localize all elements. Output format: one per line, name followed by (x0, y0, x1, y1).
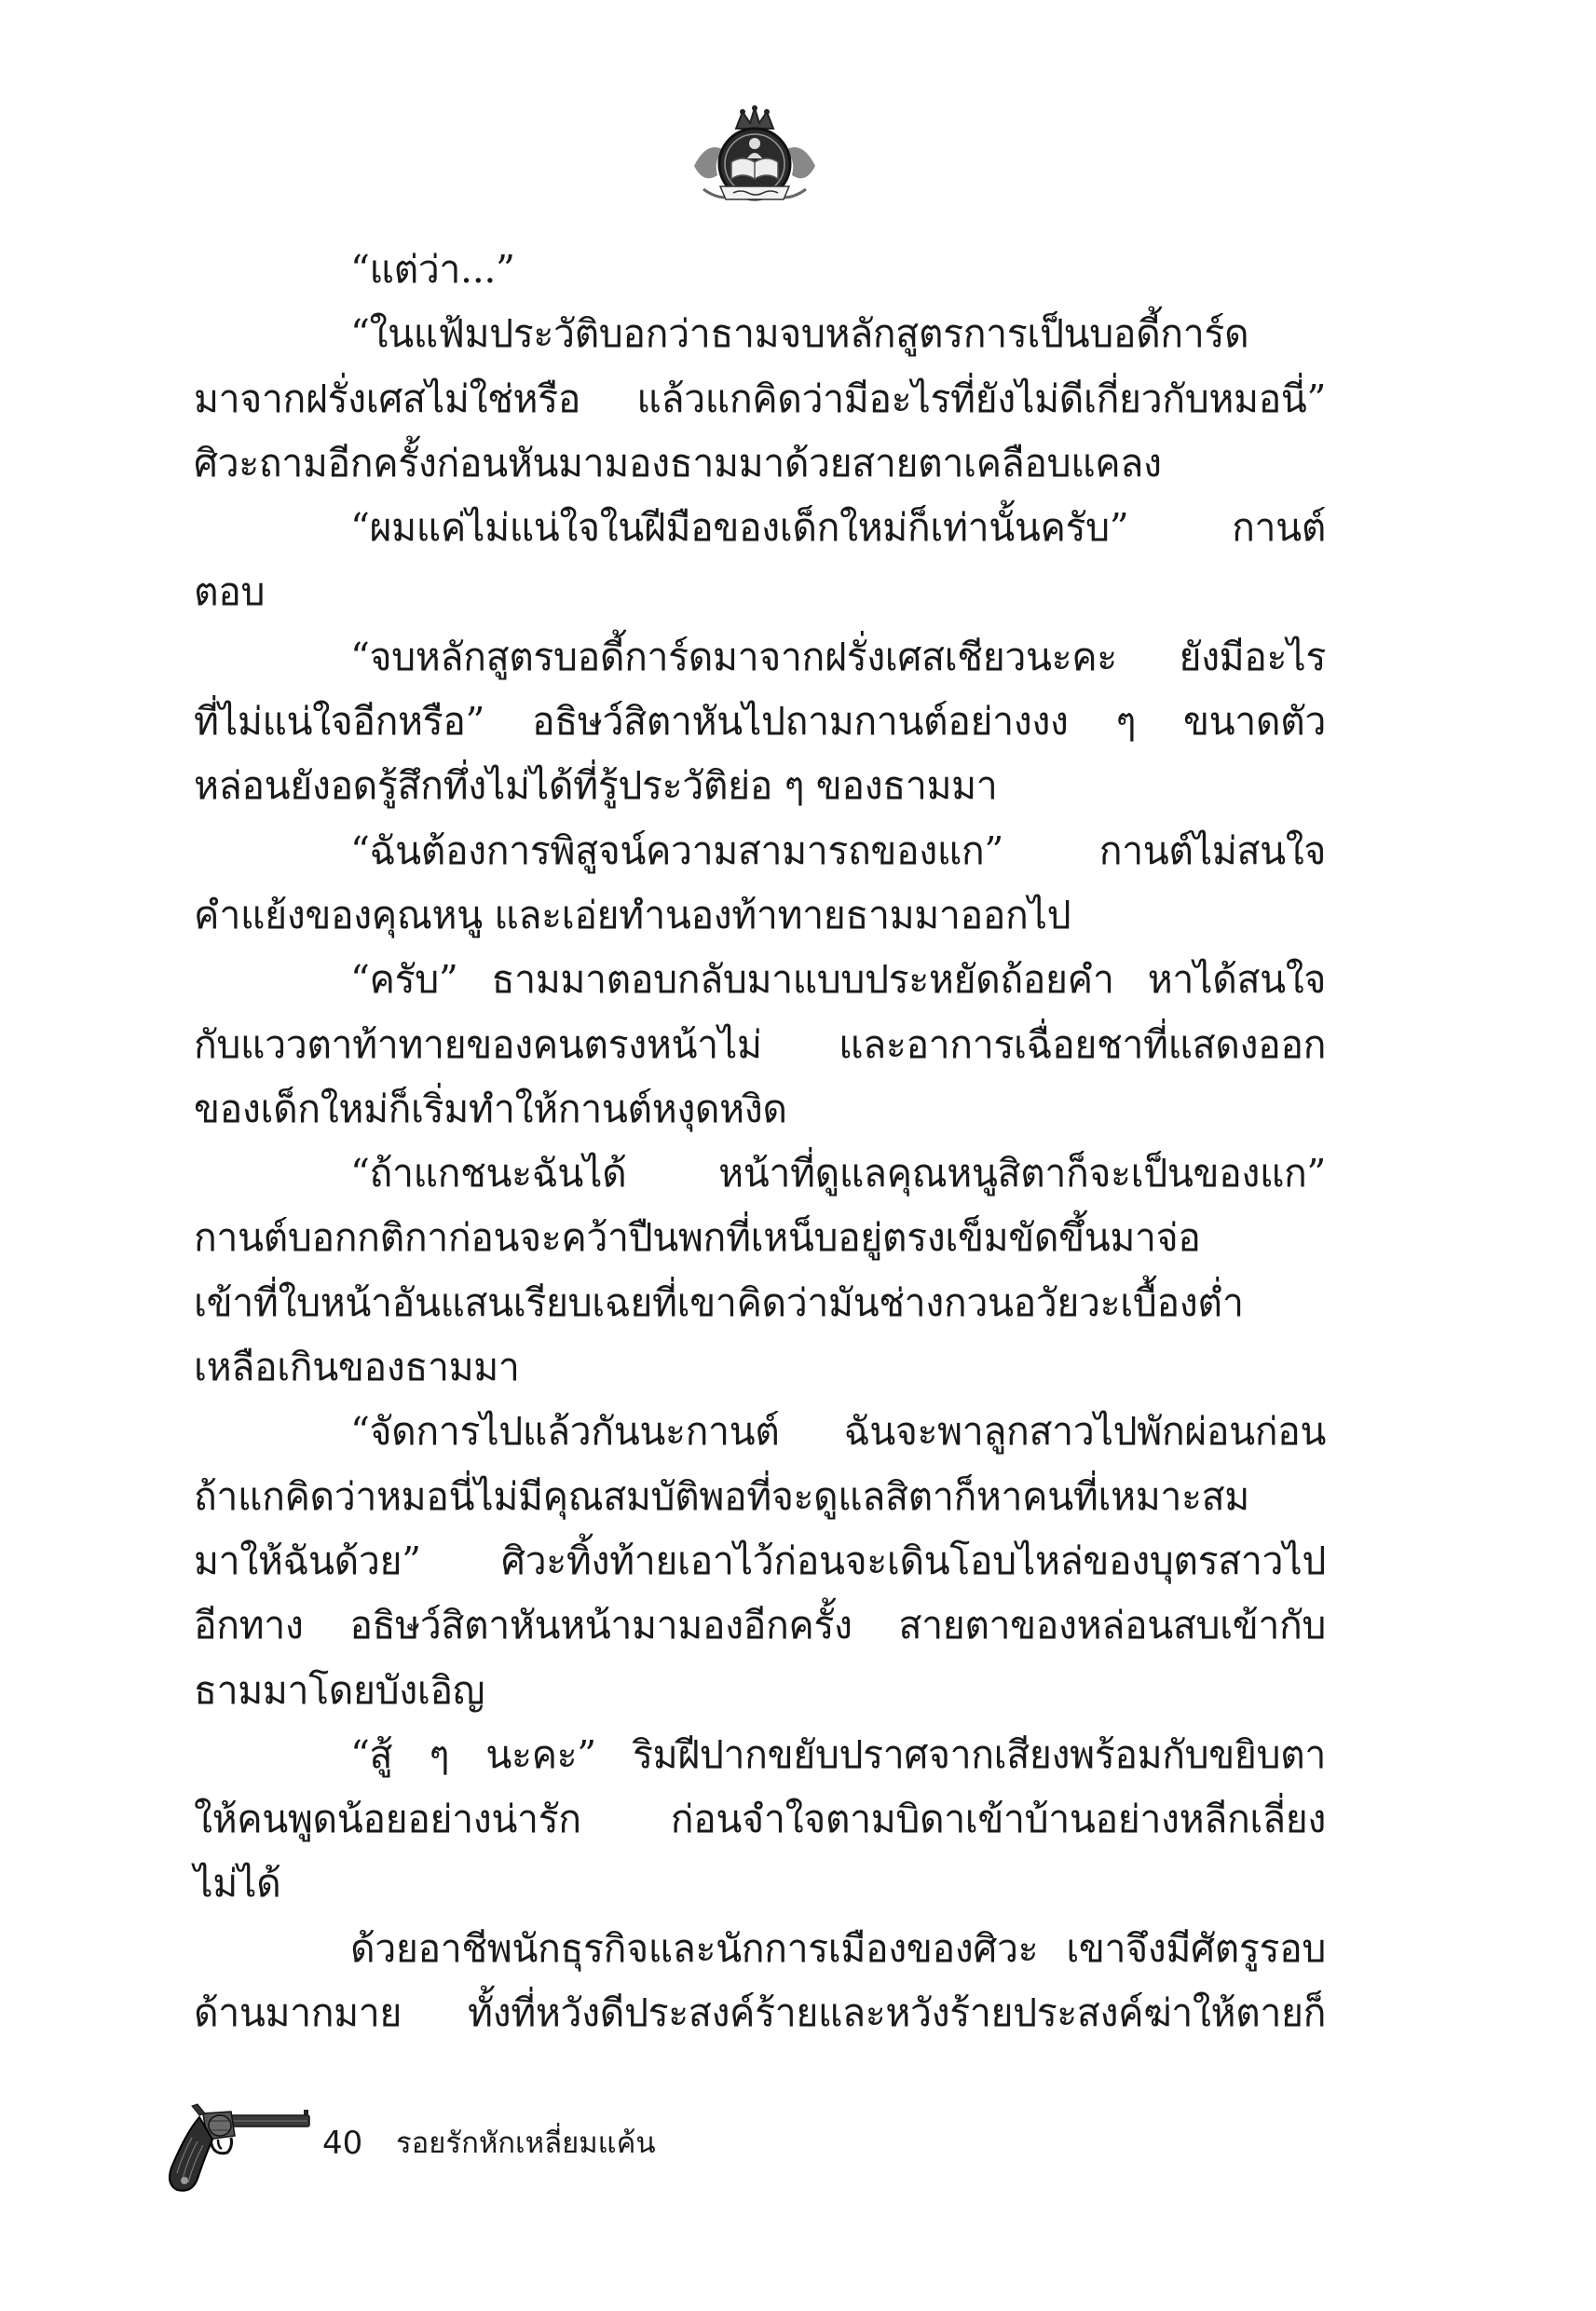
text-line: “ถ้าแกชนะฉันได้ หน้าที่ดูแลคุณหนูสิตาก็จะเป็นของแก” (350, 1151, 1326, 1197)
text-line: “ครับ” ธามมาตอบกลับมาแบบประหยัดถ้อยคำ หาได้สนใจ (350, 957, 1326, 1003)
revolver-icon (158, 2095, 315, 2197)
text-line: เหลือเกินของธามมา (194, 1345, 520, 1390)
text-line: ด้านมากมาย ทั้งที่หวังดีประสงค์ร้ายและหวังร้ายประสงค์ฆ่าให้ตายก็ (194, 1990, 1326, 2036)
text-line: กานต์บอกกติกาก่อนจะคว้าปืนพกที่เหน็บอยู่ตรงเข็มขัดขึ้นมาจ่อ (194, 1215, 1201, 1261)
text-line: ไม่ได้ (194, 1861, 281, 1907)
text-line: ของเด็กใหม่ก็เริ่มทำให้กานต์หงุดหงิด (194, 1086, 787, 1131)
text-line: ด้วยอาชีพนักธุรกิจและนักการเมืองของศิวะ เขาจึงมีศัตรูรอบ (350, 1925, 1326, 1971)
text-line: เข้าที่ใบหน้าอันแสนเรียบเฉยที่เขาคิดว่ามันช่างกวนอวัยวะเบื้องต่ำ (194, 1279, 1244, 1325)
text-line: มาจากฝรั่งเศสไม่ใช่หรือ แล้วแกคิดว่ามีอะไรที่ยังไม่ดีเกี่ยวกับหมอนี่” (194, 376, 1326, 421)
text-line: “ในแฟ้มประวัติบอกว่าธามจบหลักสูตรการเป็นบอดี้การ์ด (350, 311, 1249, 357)
book-title: รอยรักหักเหลี่ยมแค้น (396, 2126, 656, 2160)
text-line: ตอบ (194, 569, 266, 615)
text-line: “แต่ว่า...” (350, 247, 515, 292)
publisher-emblem-icon (685, 101, 825, 212)
text-line: หล่อนยังอดรู้สึกทึ่งไม่ได้ที่รู้ประวัติย่อ ๆ ของธามมา (194, 763, 998, 809)
text-line: อีกทาง อธิษว์สิตาหันหน้ามามองอีกครั้ง สายตาของหล่อนสบเข้ากับ (194, 1603, 1326, 1648)
body-text (194, 238, 1326, 2045)
text-line: “สู้ ๆ นะคะ” ริมฝีปากขยับปราศจากเสียงพร้อมกับขยิบตา (350, 1731, 1326, 1777)
text-line: “จัดการไปแล้วกันนะกานต์ ฉันจะพาลูกสาวไปพักผ่อนก่อน (350, 1409, 1326, 1455)
text-line: “ฉันต้องการพิสูจน์ความสามารถของแก” กานต์ไม่สนใจ (350, 827, 1326, 873)
text-line: “จบหลักสูตรบอดี้การ์ดมาจากฝรั่งเศสเชียวนะคะ ยังมีอะไร (350, 634, 1326, 679)
page-footer (158, 2095, 811, 2197)
text-line: กับแววตาท้าทายของคนตรงหน้าไม่ และอาการเฉื่อยชาที่แสดงออก (194, 1021, 1326, 1067)
text-line: ศิวะถามอีกครั้งก่อนหันมามองธามมาด้วยสายตาเคลือบแคลง (194, 440, 1162, 485)
text-line: ที่ไม่แน่ใจอีกหรือ” อธิษว์สิตาหันไปถามกานต์อย่างงง ๆ ขนาดตัว (194, 699, 1326, 745)
text-line: “ผมแค่ไม่แน่ใจในฝีมือของเด็กใหม่ก็เท่านั้นครับ” กานต์ (350, 505, 1326, 551)
text-line: ธามมาโดยบังเอิญ (194, 1667, 485, 1713)
text-line: มาให้ฉันด้วย” ศิวะทิ้งท้ายเอาไว้ก่อนจะเดินโอบไหล่ของบุตรสาวไป (194, 1538, 1326, 1583)
text-line: ให้คนพูดน้อยอย่างน่ารัก ก่อนจำใจตามบิดาเข้าบ้านอย่างหลีกเลี่ยง (194, 1797, 1326, 1842)
text-line: ถ้าแกคิดว่าหมอนี่ไม่มีคุณสมบัติพอที่จะดูแลสิตาก็หาคนที่เหมาะสม (194, 1473, 1249, 1519)
page-number: 40 (322, 2125, 363, 2162)
text-line: คำแย้งของคุณหนู และเอ่ยทำนองท้าทายธามมาออกไป (194, 892, 1071, 937)
